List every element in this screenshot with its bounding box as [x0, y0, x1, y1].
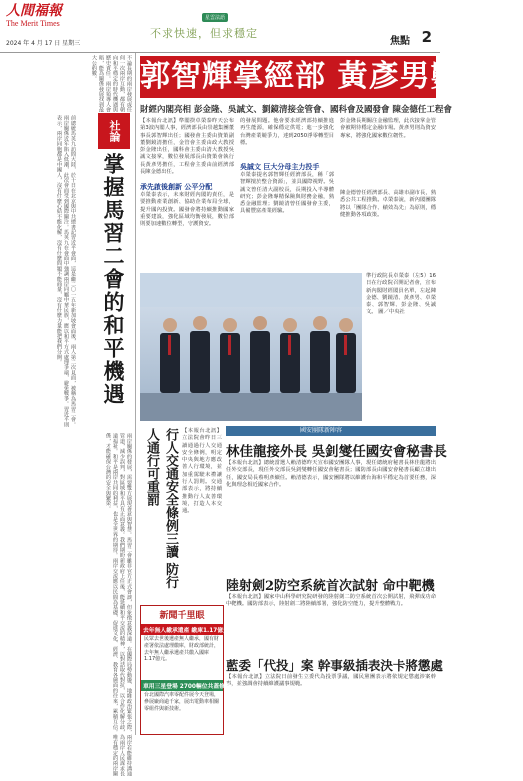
lead-column-3	[340, 118, 436, 270]
editorial-body-1: 前總統馬英九訪問大陸，於十日在北京與中共總書記習近平會面，這是繼二〇一五年新加坡會面後，兩人第二次見面，被稱為馬習二會。兩岸關係近年陷入低潮，此次會面受到國際關注。馬英九在會面中強調兩岸同屬中華民族，應以和平方式處理爭端，避免戰爭。習近平則表示，兩岸同胞都是中國人，沒有什麼心結不能化解，沒有什麼問題不能商量，沒有什麼力量能把我們分開。	[56, 115, 76, 427]
lead-column-1	[140, 118, 234, 270]
slogan-text: 不求快速，但求穩定	[150, 27, 258, 40]
logo-chinese: 人間福報	[6, 3, 62, 19]
lead-headline: 郭智輝掌經部 黃彥男數位部	[140, 59, 523, 94]
lead-col1-text-2: 卓榮泰表示，未來財經內閣的責任，是要推動產業創新、協助企業布局全球，提升國內投資。國發會將持續推動國家重要建設，強化區域均衡發展，數位部則要加速數位轉型，守護資安。	[140, 192, 234, 228]
issue-date: 2024 年 4 月 17 日 星期三	[6, 40, 81, 47]
lead-col3-text-2: 陳金德曾任經濟部長、高雄市副市長，熟悉公共工程推動。卓榮泰說，新內閣團隊將以「團隊合作、績效為先」為原則，穩健推動各項政策。	[340, 190, 436, 218]
lead-col1-text: 【本報台北訊】準閣揆卓榮泰昨天公布第3波內閣人事，經濟部長由崇越集團董事長郭智輝出任；國發會主委由資策副董劉鏡清擔任，金管會主委由政大教授彭金隆出任，國科會主委由清大教授吳誠文接掌，數位發展部長由資策會執行長黃彥男擔任，工程會主委由前經濟部長陳金德出任。	[140, 118, 234, 176]
lead-col3-text: 彭金隆長期關注金融監理，此次接掌金管會被期待穩定金融市場。黃彥男則為資安專家，將強化國家數位韌性。	[340, 118, 436, 139]
lead-headline-banner	[140, 56, 523, 98]
security-band	[226, 426, 436, 436]
law-body: 【本報台北訊】立法院會昨日三讀通過行人交通安全條例，明定中央與地方應改善人行環境，並加重駕駛未禮讓行人罰則。交通部表示，將持續推動行人友善環境，打造人本交通。	[182, 428, 222, 515]
air-defense-headline: 陸射劍2防空系統首次試射 命中靶機	[226, 579, 435, 594]
editorial-top-blurb: 不論長期的兩岸發展或任何一次兩岸互動，都有朝向和平穩定的時代機遇與歷史責任。兩岸領導人會晤，能為關係發展找到最大公約數。	[91, 55, 132, 113]
photo-credit: 圖／中央社	[378, 309, 405, 316]
security-body: 【本報台北訊】總統當選人賴清德昨天宣布國安團隊人事，現任總統府秘書長林佳龍將出任外交部長，現任外交部長吳釗燮轉任國安會秘書長；國防部長由國安會秘書長顧立雄出任，國安局長蔡明彥續任。賴清德表示，國安團隊將以維護台海和平穩定為首要任務，深化與理念相近國家合作。	[226, 460, 436, 488]
slogan-block	[150, 4, 310, 44]
editorial-column	[0, 53, 135, 777]
section-name: 焦點	[390, 36, 410, 47]
news-item-2-title: 車用三星登場 2700輛位共蓋修茶	[141, 680, 223, 691]
editorial-label: 社論	[98, 113, 130, 149]
lead-col2-text-2: 卓榮泰提名郭智輝任經濟部長，稱「郭智輝擅於整合資源」，並具國際視野。吳誠文曾任清大副校長，長期投入半導體研究；彭金隆專精保險與財務金融，熟悉金融監理；劉鏡清曾任國發會主委，具備豐富產業經驗。	[240, 172, 334, 215]
law-headline: 行人交通安全條例三讀 防行人通行可重罰	[144, 428, 178, 589]
news-box-title: 新聞千里眼	[159, 611, 205, 621]
photo-caption-text: 準行政院長卓榮泰（左5）16日在行政院召開記者會，宣布新內閣財經閣員名單，左起陳金德、劉鏡清、黃彥男、卓榮泰、郭智輝、彭金隆、吳誠文。	[366, 273, 436, 316]
lead-col2-text: 的發展問題。他會要求經濟部持續推進再生能源，確保穩定供電；進一步強化台灣產業競爭力，達到2050淨零轉型目標。	[240, 118, 334, 146]
politics-headline: 藍委「代投」案 幹事級插表決卡將懲處	[226, 658, 443, 673]
lead-subhead: 財經內閣亮相 彭金隆、吳誠文、劉鏡清接金管會、國科會及國發會 陳金德任工程會	[140, 105, 452, 115]
masthead	[0, 0, 440, 53]
logo-english: The Merit Times	[6, 19, 60, 28]
security-headline: 林佳龍接外長 吳釗燮任國安會秘書長	[226, 444, 447, 460]
editorial-title: 掌握馬習二會的和平機遇	[101, 153, 126, 406]
news-brief-box	[140, 605, 231, 735]
news-item-2-body: 台北國際汽車零配件展今天登場，參展廠商逾千家，展出電動車相關零組件與新技術。	[144, 692, 220, 712]
cabinet-photo	[140, 273, 362, 421]
news-item-1-title: 去年無人繳承遺產 繳庫1.17億元	[141, 624, 223, 635]
page-number: 2	[421, 28, 432, 46]
air-defense-body: 【本報台北訊】國家中山科學研究院研發的陸射劍二防空系統首次公開試射，飛彈成功命中靶機。國防部表示，陸射劍二將陸續部署，強化防空能力，提升整體戰力。	[226, 594, 436, 608]
newspaper-logo	[6, 4, 66, 34]
politics-body: 【本報台北訊】立法院日前發生立委代為投票爭議，國民黨團表示將依規定懲處涉案幹事，並強調會持續維護議事規範。	[226, 674, 436, 688]
lead-col2-subheading: 吳誠文 巨大分母主力投手	[240, 163, 320, 171]
editorial-body-2: 兩岸關係的發展，需要雙方展現善意與智慧。馬習二會雖非官方正式會談，但象徵意義深遠。在國際局勢動盪、地緣政治緊張之際，兩岸若能維持溝通管道，減少誤判，對區域和平具有正面意義。我們期盼新政府上任後，能延續和平交流的精神，以對話取代對抗，以合作化解分歧，為兩岸人民謀求長遠福祉。和平是兩岸共同的利益，也是全世界的期待。兩岸交流應以民間為基礎，促進文化、經濟、教育各層面的往來，累積互信。唯有穩定的兩岸關係，才能確保台灣的安全與繁榮。	[105, 433, 132, 777]
column-divider	[135, 53, 136, 735]
lead-col1-subheading: 承先啟後創新 公平分配	[140, 183, 213, 191]
slogan-badge: 星雲法語	[202, 13, 228, 22]
photo-caption	[366, 273, 436, 421]
lead-column-2	[240, 118, 334, 270]
news-item-1-body: 民眾去世後遺產無人繼承，國有財產署依法處理繳庫，財政部統計，去年無人繼承遺產共繳入國庫1.17億元。	[144, 636, 220, 663]
security-band-text: 國安團隊新陣容	[300, 427, 343, 434]
